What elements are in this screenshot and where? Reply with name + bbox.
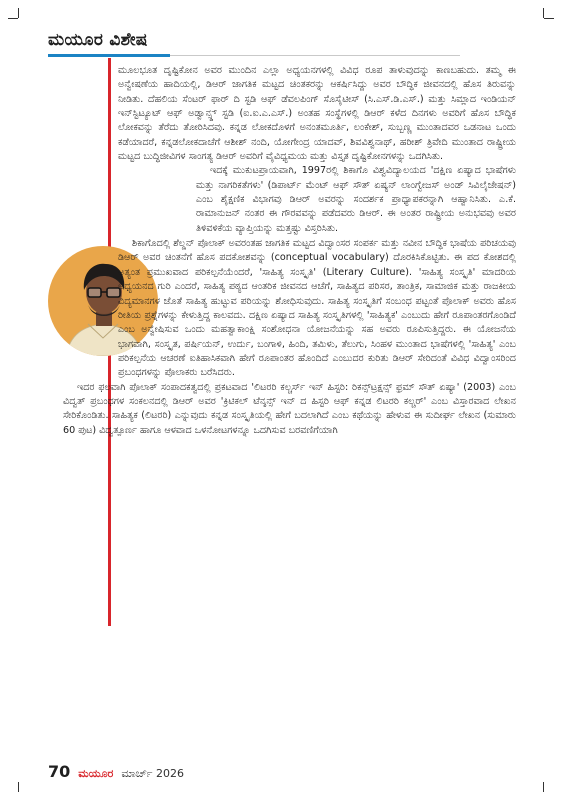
crop-mark xyxy=(544,18,554,19)
article-paragraph: ಇದಕ್ಕೆ ಮುಕುಟಪ್ರಾಯವಾಗಿ, 1997ರಲ್ಲಿ ಶಿಕಾಗೊ ವಿಶ್ವವಿದ್ಯಾಲಯದ 'ದಕ್ಷಿಣ ಏಷ್ಯಾದ ಭಾಷೆಗಳು ಮತ್ತು ನಾಗರಿಕತೆಗಳು' (ಡಿಪಾರ್ಟ್ ಮೆಂಟ್ ಆಫ್ ಸೌತ್ ಏಷ್ಯನ್ ಲಾಂಗ್ವೇಜಸ್ ಅಂಡ್ ಸಿವಿಲೈಜೇಷನ್) ಎಂಬ ಶೈಕ್ಷಣಿಕ ವಿಭಾಗವು ಡಿಆರ್ ಅವರನ್ನು ಸಂದರ್ಶಕ ಪ್ರಾಧ್ಯಾಪಕರನ್ನಾಗಿ ಆಹ್ವಾನಿಸಿತು. ಎ.ಕೆ. ರಾಮಾನುಜನ್ ನಂತರ ಈ ಗೌರವವನ್ನು ಪಡೆದವರು ಡಿಆರ್. ಈ ಅಂತರ ರಾಷ್ಟ್ರೀಯ ಅನುಭವವು ಅವರ ತಿಳಿವಳಿಕೆಯ ವ್ಯಾಪ್ತಿಯನ್ನು ಮತ್ತಷ್ಟು ವಿಸ್ತರಿಸಿತು. xyxy=(196,165,516,234)
page-footer xyxy=(48,762,184,781)
section-title-underline xyxy=(48,54,170,57)
article-paragraph: ಶಿಕಾಗೊದಲ್ಲಿ ಶೆಲ್ಡನ್ ಪೊಲಾಕ್ ಅವರಂತಹ ಜಾಗತಿಕ ಮಟ್ಟದ ವಿದ್ವಾಂಸರ ಸಂಪರ್ಕ ಮತ್ತು ನವೀನ ಬೌದ್ಧಿಕ ಭಾಷೆಯ ಪರಿಚಯವು ಡಿಆರ್ ಅವರ ಚಿಂತನೆಗೆ ಹೊಸ ಪದಕೋಶವನ್ನು (conceptual vocabulary) ದೊರಕಿಸಿಕೊಟ್ಟಿತು. ಈ ಪದ ಕೋಶದಲ್ಲಿ ಅತ್ಯಂತ ಪ್ರಮುಖವಾದ ಪರಿಕಲ್ಪನೆಯೆಂದರೆ, 'ಸಾಹಿತ್ಯ ಸಂಸ್ಕೃತಿ' (Literary Culture). 'ಸಾಹಿತ್ಯ ಸಂಸ್ಕೃತಿ' ಮಾದರಿಯ ಅಧ್ಯಯನದ ಗುರಿ ಎಂದರೆ, ಸಾಹಿತ್ಯ ಪಠ್ಯದ ಆಂತರಿಕ ಜೀವನದ ಆಚೆಗೆ, ಸಾಹಿತ್ಯದ ಪರಿಸರ, ತಾಂತ್ರಿಕ, ಸಾಮಾಜಿಕ ಮತ್ತು ರಾಜಕೀಯ ವಿದ್ಯಮಾನಗಳ ಜೊತೆ ಸಾಹಿತ್ಯ ಹುಟ್ಟುವ ಪರಿಯನ್ನು ಶೋಧಿಸುವುದು. ಸಾಹಿತ್ಯ ಸಂಸ್ಕೃತಿಗೆ ಸಂಬಂಧ ಪಟ್ಟಂತೆ ಪೊಲಾಕ್ ಅವರು ಹೊಸ ರೀತಿಯ ಪ್ರಶ್ನೆಗಳನ್ನು ಕೇಳುತ್ತಿದ್ದ ಕಾಲವದು. ದಕ್ಷಿಣ ಏಷ್ಯಾದ ಸಾಹಿತ್ಯ ಸಂಸ್ಕೃತಿಗಳಲ್ಲಿ 'ಸಾಹಿತ್ಯಕ' ಎಂಬುದು ಹೇಗೆ ರೂಪಾಂತರಗೊಂಡಿದೆ ಎಂಬ ಅನ್ವೇಷಿಸುವ ಒಂದು ಮಹತ್ವಾಕಾಂಕ್ಷಿ ಸಂಶೋಧನಾ ಯೋಜನೆಯನ್ನು ಸಹ ಅವರು ರೂಪಿಸುತ್ತಿದ್ದರು. ಈ ಯೋಜನೆಯ ಭಾಗವಾಗಿ, ಸಂಸ್ಕೃತ, ಪರ್ಷಿಯನ್, ಉರ್ದು, ಬಂಗಾಳಿ, ಹಿಂದಿ, ತಮಿಳು, ತೆಲುಗು, ಸಿಂಹಳ ಮುಂತಾದ ಭಾಷೆಗಳಲ್ಲಿ 'ಸಾಹಿತ್ಯ' ಎಂಬ ಪರಿಕಲ್ಪನೆಯ ಆಚರಣೆ ಐತಿಹಾಸಿಕವಾಗಿ ಹೇಗೆ ರೂಪಾಂತರ ಹೊಂದಿದೆ ಎಂಬುದರ ಕುರಿತು ಡಿಆರ್ ಸೇರಿದಂತೆ ವಿವಿಧ ವಿದ್ವಾಂಸರಿಂದ ಪ್ರಬಂಧಗಳನ್ನು ಪೊಲಾಕರು ಬರೆಸಿದರು. xyxy=(118,238,516,379)
article-paragraph: ಇದರ ಫಲವಾಗಿ ಪೊಲಾಕ್ ಸಂಪಾದಕತ್ವದಲ್ಲಿ ಪ್ರಕಟವಾದ 'ಲಿಟರರಿ ಕಲ್ಚರ್ಸ್ ಇನ್ ಹಿಸ್ಟರಿ: ರಿಕನ್ಸ್‌ಟ್ರಕ್ಷನ್ಸ್ ಫ್ರಮ್ ಸೌತ್ ಏಷ್ಯಾ' (2003) ಎಂಬ ವಿದ್ವತ್ ಪ್ರಬಂಧಗಳ ಸಂಕಲನದಲ್ಲಿ ಡಿಆರ್ ಅವರ 'ಕ್ರಿಟಿಕಲ್ ಟೆನ್ಶನ್ಸ್ ಇನ್ ದ ಹಿಸ್ಟರಿ ಆಫ್ ಕನ್ನಡ ಲಿಟರರಿ ಕಲ್ಚರ್' ಎಂಬ ವಿಸ್ತಾರವಾದ ಲೇಖನ ಸೇರಿಕೊಂಡಿತು. ಸಾಹಿತ್ಯಕ (ಲಿಟರರಿ) ಎನ್ನುವುದು ಕನ್ನಡ ಸಂಸ್ಕೃತಿಯಲ್ಲಿ ಹೇಗೆ ಬದಲಾಗಿದೆ ಎಂಬ ಕಥೆಯನ್ನು ಹೇಳುವ ಈ ಸುದೀರ್ಘ ಲೇಖನ (ಸುಮಾರು 60 ಪುಟ) ವಿದ್ವತ್ಪೂರ್ಣ ಹಾಗೂ ಆಳವಾದ ಒಳನೋಟಗಳನ್ನೂ ಒದಗಿಸುವ ಬರವಣಿಗೆಯಾಗಿ xyxy=(63,381,516,436)
article-paragraph: ಮೂಲಭೂತ ದೃಷ್ಟಿಕೋನ ಅವರ ಮುಂದಿನ ಎಲ್ಲಾ ಅಧ್ಯಯನಗಳಲ್ಲಿ ವಿವಿಧ ರೂಪ ತಾಳುವುದನ್ನು ಕಾಣಬಹುದು. ತಮ್ಮ ಈ ಅನ್ವೇಷಣೆಯ ಹಾದಿಯಲ್ಲಿ, ಡಿಆರ್ ಜಾಗತಿಕ ಮಟ್ಟದ ಚಿಂತಕರನ್ನು ಆಕರ್ಷಿಸಿದ್ದು ಅವರ ಬೌದ್ಧಿಕ ಜೀವನದಲ್ಲಿ ಹೊಸ ತಿರುವನ್ನು ನೀಡಿತು. ದೆಹಲಿಯ ಸೆಂಟರ್ ಫಾರ್ ದಿ ಸ್ಟಡಿ ಆಫ್ ಡೆವಲಪಿಂಗ್ ಸೊಸೈಟೀಸ್ (ಸಿ.ಎಸ್.ಡಿ.ಎಸ್.) ಮತ್ತು ಸಿಮ್ಲಾದ ಇಂಡಿಯನ್ ಇನ್‌ಸ್ಟಿಟ್ಯೂಟ್ ಆಫ್ ಅಡ್ವಾನ್ಸ್ಡ್ ಸ್ಟಡಿ (ಐ.ಐ.ಎ.ಎಸ್.) ಅಂತಹ ಸಂಸ್ಥೆಗಳಲ್ಲಿ ಡಿಆರ್ ಕಳೆದ ದಿನಗಳು ಅವರಿಗೆ ಹೊಸ ಬೌದ್ಧಿಕ ಲೋಕವನ್ನು ತೆರೆದು ತೋರಿಸಿದವು. ಕನ್ನಡ ಲೋಕದೊಳಗೆ ಅನಂತಮೂರ್ತಿ, ಲಂಕೇಶ್, ಸುಬ್ಬಣ್ಣ ಮುಂತಾದವರ ಒಡನಾಟ ಒಂದು ಕಡೆಯಾದರೆ, ಕನ್ನಡಲೋಕದಾಚೆಗೆ ಆಶೀಶ್ ನಂದಿ, ಯೋಗೇಂದ್ರ ಯಾದವ್, ಶಿವವಿಶ್ವನಾಥ್, ಹರೀಶ್ ತ್ರಿವೇದಿ ಮುಂತಾದ ರಾಷ್ಟ್ರೀಯ ಮಟ್ಟದ ಬುದ್ಧಿಜೀವಿಗಳ ಸಾಂಗತ್ಯ ಡಿಆರ್ ಅವರಿಗೆ ವೈವಿಧ್ಯಮಯ ಮತ್ತು ವಿಸ್ತೃತ ದೃಷ್ಟಿಕೋನಗಳನ್ನು ಒದಗಿಸಿತು. xyxy=(118,65,516,163)
article-body xyxy=(63,64,516,438)
crop-mark xyxy=(543,8,544,18)
crop-mark xyxy=(543,782,544,792)
crop-mark xyxy=(8,18,18,19)
page-number: 70 xyxy=(48,762,71,781)
header-rule xyxy=(170,55,460,56)
crop-mark xyxy=(18,8,19,18)
issue-date: ಮಾರ್ಚ್ 2026 xyxy=(121,767,184,780)
section-title: ಮಯೂರ ವಿಶೇಷ xyxy=(48,30,148,50)
crop-mark xyxy=(18,782,19,792)
section-header xyxy=(48,30,148,50)
magazine-logo: ಮಯೂರ xyxy=(78,767,114,780)
